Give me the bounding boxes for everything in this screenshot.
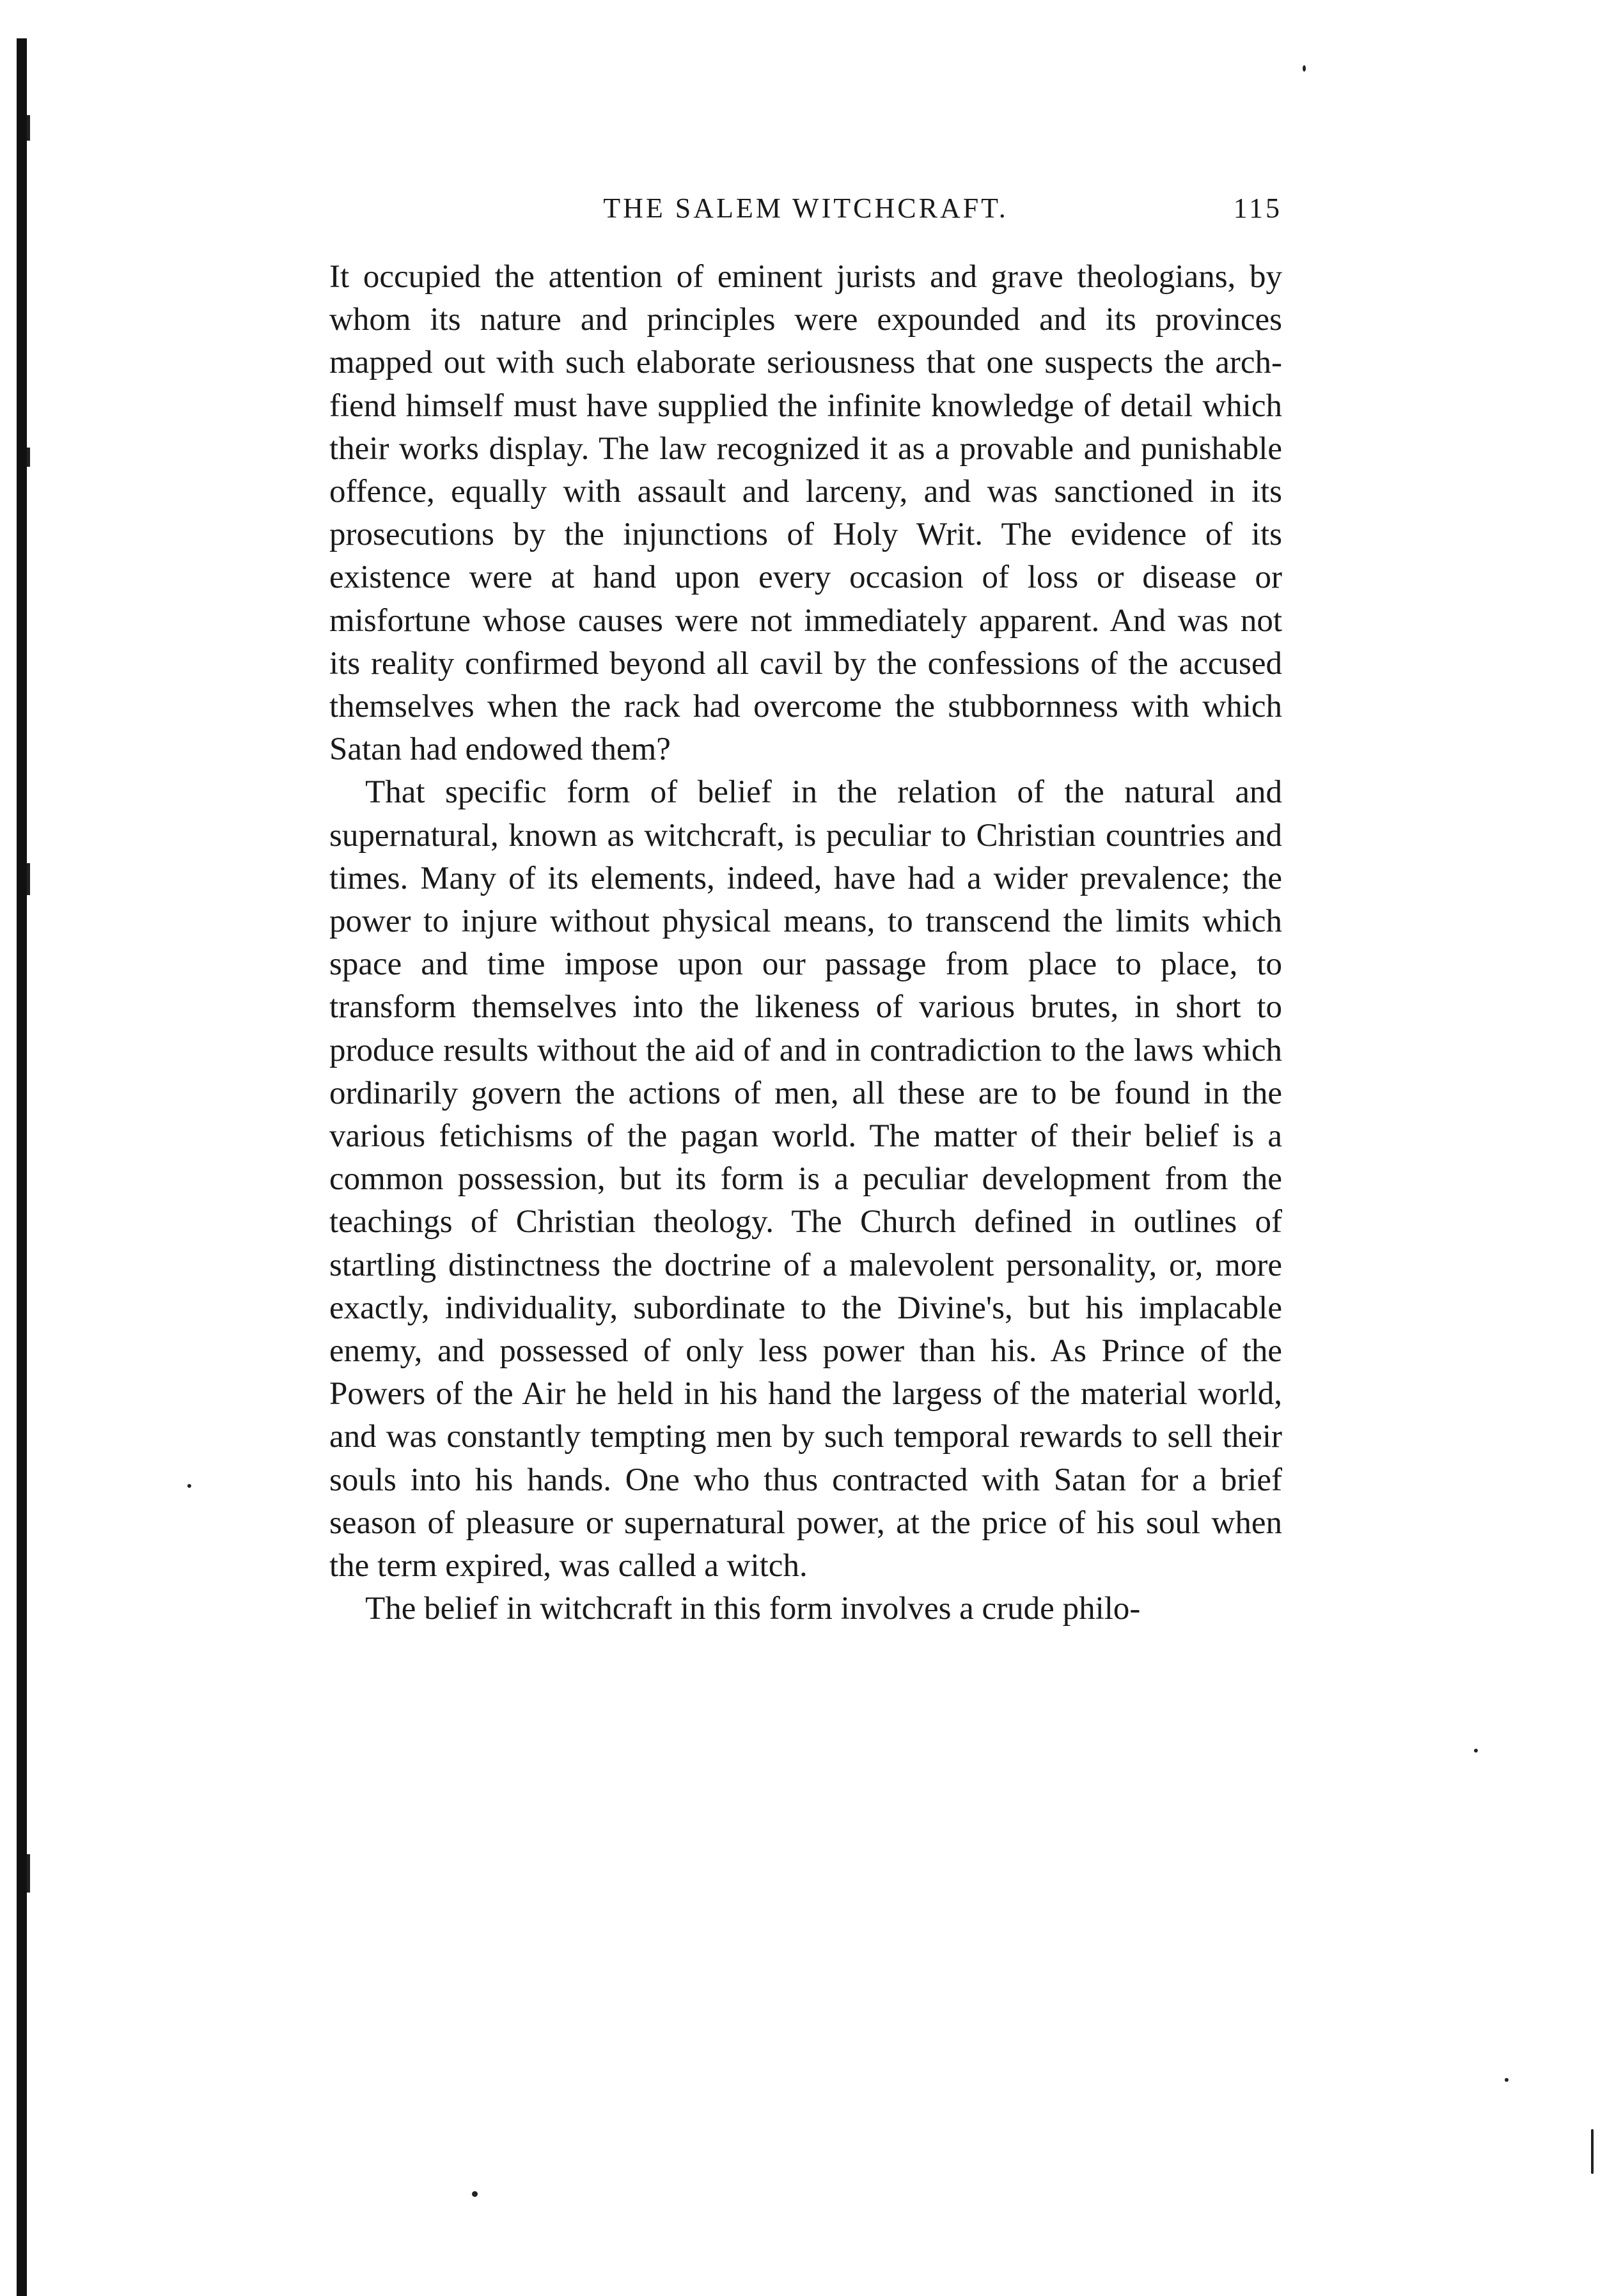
- scan-speck: [1303, 65, 1306, 72]
- page-binding-edge: [17, 38, 27, 2296]
- scan-speck: [1505, 2078, 1509, 2082]
- binding-mark: [27, 115, 30, 141]
- binding-mark: [27, 448, 30, 467]
- paragraph: It occupied the attention of eminent jurists and grave theologians, by whom its nature and principles were expounded and its provinces mapped out with such elaborate seriousness that one suspects the arch-fiend himself must have supplied the infinite knowledge of detail which their works display. The law recognized it as a provable and punishable offence, equally with assault and larceny, and was sanctioned in its prosecutions by the injunctions of Holy Writ. The evidence of its existence were at hand upon every occasion of loss or disease or misfortune whose causes were not immediately apparent. And was not its reality confirmed beyond all cavil by the confessions of the accused themselves when the rack had overcome the stubbornness with which Satan had endowed them?: [329, 259, 1282, 768]
- running-title: THE SALEM WITCHCRAFT.: [603, 192, 1008, 224]
- scan-speck: [1591, 2129, 1594, 2174]
- scan-speck: [472, 2191, 478, 2197]
- page-header: [329, 192, 1282, 230]
- scan-speck: [1474, 1749, 1478, 1753]
- paragraph: That specific form of belief in the relation of the natural and supernatural, known as witchcraft, is peculiar to Christian countries and times. Many of its elements, indeed, have had a wider prevalence; the power to injure without physical means, to transcend the limits which space and time impose upon our passage from place to place, to transform themselves into the likeness of various brutes, in short to produce results without the aid of and in contradiction to the laws which ordinarily govern the actions of men, all these are to be found in the various fetichisms of the pagan world. The matter of their belief is a common possession, but its form is a peculiar development from the teachings of Christian theology. The Church defined in outlines of startling distinctness the doctrine of a malevolent personality, or, more exactly, individuality, subordinate to the Divine's, but his implacable enemy, and possessed of only less power than his. As Prince of the Powers of the Air he held in his hand the largess of the material world, and was constantly tempting men by such temporal rewards to sell their souls into his hands. One who thus contracted with Satan for a brief season of pleasure or supernatural power, at the price of his soul when the term expired, was called a witch.: [329, 774, 1282, 1584]
- page-number: 115: [1233, 192, 1282, 224]
- scan-speck: [187, 1484, 191, 1488]
- binding-mark: [27, 863, 30, 895]
- binding-mark: [27, 1854, 30, 1893]
- paragraph: The belief in witchcraft in this form involves a crude philo-: [365, 1591, 1141, 1627]
- body-text: [329, 256, 1282, 1631]
